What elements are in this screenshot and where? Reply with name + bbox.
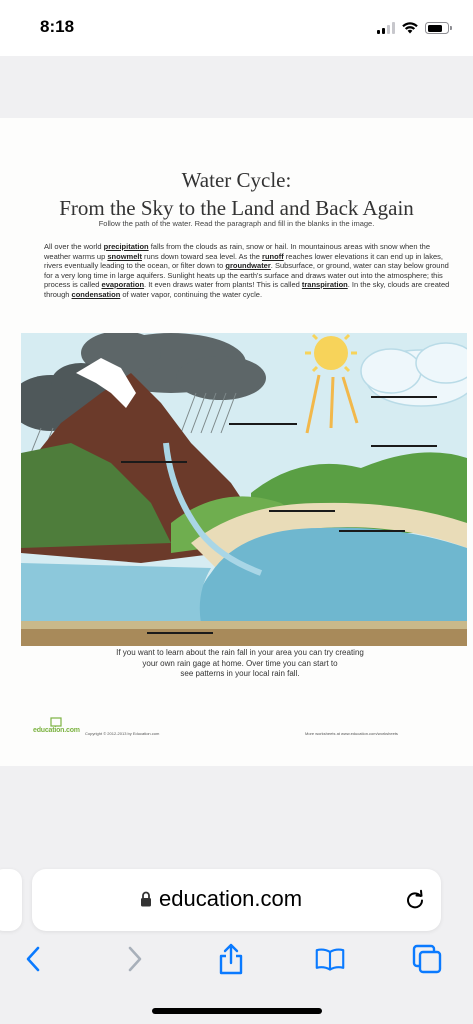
worksheet-page bbox=[0, 118, 473, 766]
status-icons bbox=[377, 20, 449, 36]
status-bar bbox=[0, 0, 473, 56]
bookmarks-icon bbox=[315, 946, 345, 972]
tabs-button[interactable] bbox=[412, 944, 442, 974]
term-condensation: condensation bbox=[71, 289, 121, 299]
url-text[interactable]: education.com bbox=[159, 886, 303, 911]
share-button[interactable] bbox=[216, 944, 246, 974]
cellular-signal-icon bbox=[377, 22, 395, 34]
term-transpiration: transpiration bbox=[301, 280, 348, 289]
water-cycle-diagram bbox=[21, 333, 467, 646]
browser-toolbar bbox=[0, 936, 473, 982]
forward-icon bbox=[127, 946, 143, 972]
more-worksheets-link[interactable]: More worksheets at www.education.com/worksheets bbox=[305, 731, 398, 736]
back-icon bbox=[25, 946, 41, 972]
logo-text: education.com bbox=[33, 727, 80, 734]
term-snowmelt: snowmelt bbox=[107, 251, 142, 261]
term-groundwater: groundwater bbox=[225, 261, 271, 270]
tabs-icon bbox=[412, 944, 442, 974]
previous-tab-preview[interactable] bbox=[0, 869, 22, 931]
lock-icon bbox=[140, 891, 152, 907]
copyright-text: Copyright © 2012-2013 by Education.com bbox=[85, 731, 160, 736]
worksheet-subtitle: Follow the path of the water. Read the paragraph and fill in the blanks in the image. bbox=[98, 219, 375, 228]
reload-icon[interactable] bbox=[404, 889, 426, 911]
forward-button[interactable] bbox=[120, 944, 150, 974]
status-time: 8:18 bbox=[40, 17, 75, 36]
share-icon bbox=[217, 943, 245, 975]
worksheet-caption: If you want to learn about the rain fall in your area you can try creating your own rain gage at home. Over time you can start to see patterns in your local rain fall. bbox=[116, 648, 364, 678]
back-button[interactable] bbox=[18, 944, 48, 974]
bookmarks-button[interactable] bbox=[315, 944, 345, 974]
home-indicator[interactable] bbox=[152, 1008, 322, 1014]
wifi-icon bbox=[402, 22, 418, 34]
address-bar[interactable] bbox=[32, 869, 441, 931]
term-runoff: runoff bbox=[262, 251, 284, 261]
worksheet-title-line1: Water Cycle: bbox=[181, 168, 292, 192]
logo-figure-icon bbox=[49, 717, 63, 727]
term-precipitation: precipitation bbox=[103, 242, 149, 251]
worksheet-title-line2: From the Sky to the Land and Back Again bbox=[59, 196, 414, 220]
term-evaporation: evaporation bbox=[101, 280, 145, 289]
battery-icon bbox=[425, 22, 449, 34]
worksheet-paragraph: All over the world precipitation falls from the clouds as rain, snow or hail. In mountainous areas with snow when the weather warms up snowmelt runs down toward sea level. As the runoff reaches lower elevations it can end up in lakes, rivers eventually leading to the ocean, or filter down to groundwater. Subsurface, or ground, water can stay below ground for a very long time in large aquifers. Sunlight heats up the earth's surface and draws water out into the atmosphere; this process is called evaporation. It even draws water from plants! This is called transpiration. In the sky, clouds are created through condensation of water vapor, continuing the water cycle. bbox=[44, 242, 450, 299]
